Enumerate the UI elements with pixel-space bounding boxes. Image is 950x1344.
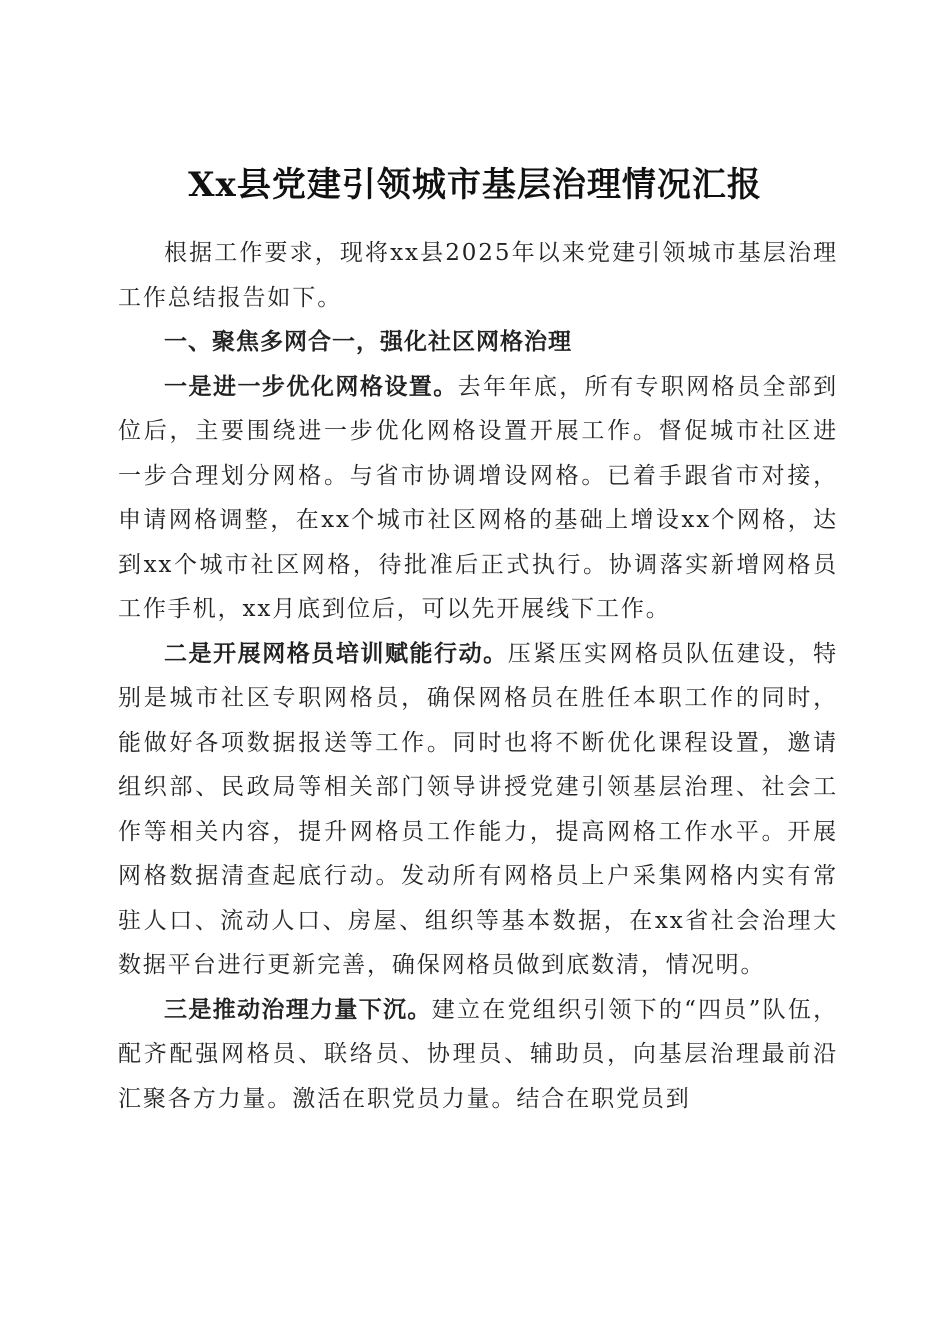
- intro-paragraph: 根据工作要求，现将xx县2025年以来党建引领城市基层治理工作总结报告如下。: [118, 240, 838, 311]
- paragraph-item-3: [118, 988, 838, 1122]
- paragraph-item-1: [118, 365, 838, 632]
- document-title: Xx县党建引领城市基层治理情况汇报: [188, 164, 762, 205]
- item-2-lead: 二是开展网格员培训赋能行动。: [164, 640, 508, 667]
- section-heading: 一、聚焦多网合一，强化社区网格治理: [164, 329, 572, 355]
- item-1-lead: 一是进一步优化网格设置。: [164, 373, 458, 400]
- item-3-text: 建立在党组织引领下的“四员”队伍，配齐配强网格员、联络员、协理员、辅助员，向基层治理最前沿汇聚各方力量。激活在职党员力量。结合在职党员到: [118, 996, 839, 1112]
- document-body: [118, 231, 838, 1121]
- paragraph-item-2: [118, 632, 838, 988]
- item-2-text: 压紧压实网格员队伍建设，特别是城市社区专职网格员，确保网格员在胜任本职工作的同时，能做好各项数据报送等工作。同时也将不断优化课程设置，邀请组织部、民政局等相关部门领导讲授党建引领基层治理、社会工作等相关内容，提升网格员工作能力，提高网格工作水平。开展网格数据清查起底行动。发动所有网格员上户采集网格内实有常驻人口、流动人口、房屋、组织等基本数据，在xx省社会治理大数据平台进行更新完善，确保网格员做到底数清，情况明。: [118, 640, 839, 978]
- item-3-lead: 三是推动治理力量下沉。: [164, 996, 432, 1023]
- item-1-text: 去年年底，所有专职网格员全部到位后，主要围绕进一步优化网格设置开展工作。督促城市社区进一步合理划分网格。与省市协调增设网格。已着手跟省市对接，申请网格调整，在xx个城市社区网格的基础上增设xx个网格，达到xx个城市社区网格，待批准后正式执行。协调落实新增网格员工作手机，xx月底到位后，可以先开展线下工作。: [118, 373, 839, 622]
